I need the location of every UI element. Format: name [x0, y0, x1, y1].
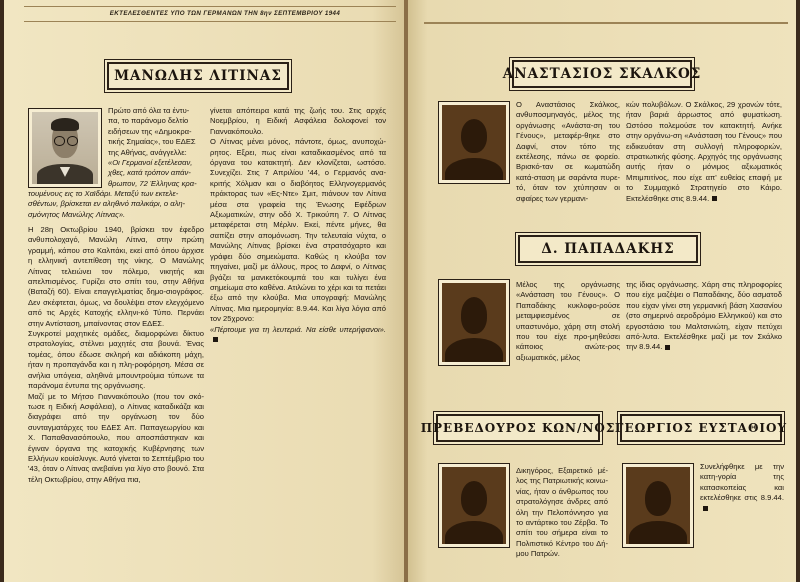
silhouette-placeholder — [442, 467, 506, 544]
end-mark — [665, 345, 670, 350]
intro-line: χθες, κατά τρόπον απάν- — [108, 168, 191, 178]
head-rule — [24, 21, 396, 22]
papadakis-text-1 — [516, 280, 620, 363]
person-name: ΑΝΑΣΤΑΣΙΟΣ ΣΚΑΛΚΟΣ — [502, 66, 702, 82]
person-name: ΓΕΩΡΓΙΟΣ ΕΥΣΤΑΘΙΟΥ — [614, 421, 788, 435]
paragraph: Συγκροτεί μαχητικές ομάδες, διαμορφώνει δίκτυο στρατολογίας, στέλνει μαχητές στα βουνά. Ένας τομέας, όπου έδωσε σκληρή και αδιάκοπη μάχη, ήταν η προπαγάνδα και η πλη-ροφόρηση. Μέσα σε ανήλια υπόγεια, αληθινά μπουντρούμια τύπωνε τα παράνομα έντυπα της οργάνωσης. — [28, 329, 204, 391]
skalkos-text-1 — [516, 100, 620, 204]
end-mark — [703, 506, 708, 511]
quote: «Πέρτουμε για τη λευτεριά. Να είσθε υπερήφανοι». — [210, 324, 386, 334]
title-banner-litinas — [107, 62, 289, 90]
silhouette-placeholder — [442, 105, 506, 180]
right-page — [404, 0, 796, 582]
magazine-spread — [4, 0, 796, 582]
paragraph: κών πολυβόλων. Ο Σκάλκος, 29 χρονών τότε, ήταν βαριά άρρωστος από φυματίωση. Ωστόσο πολεμούσε τον κατακτητή. Ανήκε στην οργάνω-ση «Ανάσταση του Γένους» που ειδικευόταν στη συλλογή πληροφοριών, στρατιωτικής φύσης. Αρχηγός της οργάνωσης αυτής ήταν ο μόνιμος αξιωματικός Μπιμπιτίνος, που είχε απ' ευθείας επαφή με το Συμμαχικό Στρατηγείο στο Κάιρο. Εκτελέσθηκε στις 8.9.44. — [626, 100, 782, 203]
intro-line: θρωπον, 72 Έλληνας κρα- — [108, 178, 197, 188]
photo-eustathiou — [622, 463, 694, 548]
person-name: ΠΡΕΒΕΔΟΥΡΟΣ ΚΩΝ/ΝΟΣ — [420, 421, 616, 435]
paragraph: Ο Λίτινας μένει μόνος, πάντοτε, όμως, ανυποχώ-ρητος. Εξρει, πως είναι καταδικασμένος από τα όργανα του κατακτητή. Δεν κλονίζεται, ωστόσο. Συνεχίζει. Στις 7 Απριλίου '44, ο Γερμανός ανα-κριτής Χόλμαν και ο διαβόητος Ελληνογερμανός πράκτορας των «Ες-Ντε» Σμιτ, πιάνουν τον Λίτινα μέσα στα γραφεία της Ένωσης Εφέδρων Αξιωματικών, στην οδό Χ. Τρικούπη 7. Ο Λίτινας μεταφέρεται στη Μέρλιν. Εκεί, πέντε μήνες, θα σαπίζει στην απομόνωση. Την τελευταία νύχτα, ο Μανώλης Λίτινας βρίσκει ένα στρατσόχαρτο και γράφει δύο σημειώματα. Καθώς η κλούβα τον πηγαίνει, μαζί με άλλους, προς το Δαφνί, ο Λίτινας βγάζει τα μανικετόκουμπά του και τυλίγει ένα σημείωμα στο καθένα. Ατιλώνει το χέρι και τα πετάει έξω από την κλούβα. Μια υπογραφή: Μανώλης Λίτινας. Μια ημερομηνία: 8.9.44. Και λίγα λόγια από τον 25χρονο: — [210, 137, 386, 324]
intro-line: της Αθήνας, ανάγγελλε: — [108, 147, 187, 157]
eustathiou-text — [700, 462, 784, 514]
binding-gutter — [404, 0, 408, 582]
papadakis-text-2 — [626, 280, 782, 353]
intro-line: σμόνητος Μανώλης Λίτινας». — [28, 209, 126, 219]
silhouette-placeholder — [442, 283, 506, 362]
person-name: Δ. ΠΑΠΑΔΑΚΗΣ — [541, 241, 675, 257]
prevedouros-text — [516, 466, 608, 560]
photo-prevedouros — [438, 463, 510, 548]
photo-papadakis — [438, 279, 510, 366]
intro-line: «Οι Γερμανοί εξετέλεσαν, — [108, 158, 193, 168]
intro-lines-2 — [28, 189, 204, 220]
intro-line: τουμένους εις το Χαϊδάρι. Μεταξύ των εκτελε- — [28, 189, 179, 198]
paragraph: Ο Αναστάσιος Σκάλκος, ανθυποσμηναγός, μέλος της οργάνωσης «Ανάστα-ση του Γένους», μεταφέρ-θηκε στο Δαφνί, στον τόπο της εκτέλεσης, πάνω σε φορείο. Βρισκό-ταν σε κωματώδη κατά-σταση με σαράντα πυρε-τό, όταν τον χτύπησαν οι σφαίρες των γερμανι- — [516, 100, 620, 203]
paragraph: Συνελήφθηκε με την κατη-γορία της κατασκοπείας και εκτελέσθηκε στις 8.9.44. — [700, 462, 784, 503]
paragraph: Μαζί με το Μήτσο Γιαννακόπουλο (που τον σκό-τωσε η Ειδική Ασφάλεια), ο Λίτινας καταδικάζα και διαγράφει από την οργάνωση τον δύο συνταγματάρχες του ΕΔΕΣ Απ. Παπαγεωργίου και Χ. Παπαθανασόπουλο, που αποσπάστηκαν και έγιναν όργανα της κατοχικής Κυβέρνησης των Ελλήνων κουίσλινγκ. Αυτό γίνεται το Σεπτέμβριο του '43, όταν ο Λίτινας ανεβαίνει για λίγο στο βουνό. Στα τέλη Οκτωβρίου, στην Αθήνα πια, — [28, 391, 204, 484]
intro-line: τικής Σημαίας», του ΕΔΕΣ — [108, 137, 196, 147]
title-banner-eustathiou — [614, 414, 788, 442]
end-mark — [213, 337, 218, 342]
person-name: ΜΑΝΩΛΗΣ ΛΙΤΙΝΑΣ — [114, 68, 282, 84]
top-rule — [24, 6, 396, 7]
end-mark — [712, 196, 717, 201]
paragraph: της ίδιας οργάνωσης. Χάρη στις πληροφορίες που είχε μαζέψει ο Παπαδάκης, δύο ασματοδ που είχαν γίνει στη γερμανική βάση Χασανίου (στο σημερινό αεροδρόμιο Ελληνικού) και στο εργοστάσιο του Μαλτσινιώτη, είχαν πετύχει από-λυτα. Εκτελέσθηκε μαζί με τον Σκάλκο την 8.9.44. — [626, 280, 782, 352]
title-banner-prevedouros — [420, 414, 616, 442]
intro-line: πα, το παράνομο δελτίο — [108, 116, 189, 126]
intro-line: ειδήσεων της «Δημοκρα- — [108, 126, 192, 136]
right-top-rule — [424, 22, 788, 24]
paragraph: Δικηγόρος, Εξαιρετικό μέ-λος της Πατριωτικής κοινω-νίας, ήταν ο άνθρωπος του στρατολόγησε άνδρες από όλη την Πελοπόννησο για το αντάρτικο του Ζέρβα. Το σπίτι του σήμερα είναι το Πολιτιστικό Κέντρο του Δή-μου Πατρών. — [516, 466, 608, 559]
paragraph: γίνεται απόπειρα κατά της ζωής του. Στις αρχές Νοεμβρίου, η Ειδική Ασφάλεια δολοφονεί τον Γιαννακόπουλο. — [210, 106, 386, 136]
right-column-body — [210, 106, 386, 345]
intro-lines-1 — [108, 106, 204, 189]
portrait-litinas — [28, 108, 102, 188]
skalkos-text-2 — [626, 100, 782, 204]
paragraph: Μέλος της οργάνωσης «Ανάσταση του Γένους». Ο Παπαδάκης κυκλοφο-ρούσε μεταμφιεσμένος σε υπαστυνόμο, χάρη στη στολή που του είχε προ-μηθεύσει κάποιος ανώτε-ρος αξιωματικός, μέλος — [516, 280, 620, 362]
title-banner-skalkos — [502, 60, 702, 88]
paragraph: Η 28η Οκτωβρίου 1940, βρίσκει τον έφεδρο ανθυπολοχαγό, Μανώλη Λίτινα, στην πρώτη γραμμή, κάπου στο Καλπάκι, εκεί από όπου άρχισε η ελληνική αντεπίθεση της νίκης. Ο Μανώλης Λίτινας τελειώνει τον πόλεμο, νικητής και απελπισμένος. Γυρίζει στο σπίτι του, στην Αθήνα (Βαταζή 60). Είναι επαγγελματίας δημο-σιογράφος. Δεν σκέφτεται, όμως, να δουλέψει στον ελεγχόμενο από τις Αρχές Κατοχής ελληνι-κό Τύπο. Περνάει στην Αντίσταση, μπαίνοντας στον ΕΔΕΣ. — [28, 225, 204, 328]
title-banner-papadakis — [518, 235, 698, 263]
intro-line: Πρώτο από όλα τα έντυ- — [108, 106, 190, 115]
intro-line: σθέντων, βρίσκεται εν αληθινό παλικάρι, ο αλη- — [28, 199, 186, 209]
photo-skalkos — [438, 101, 510, 184]
left-page — [4, 0, 404, 582]
left-column-body — [28, 225, 204, 485]
running-head: ΕΚΤΕΛΕΣΘΕΝΤΕΣ ΥΠΟ ΤΩΝ ΓΕΡΜΑΝΩΝ ΤΗΝ 8ην ΣΕΠΤΕΜΒΡΙΟΥ 1944 — [109, 10, 341, 17]
silhouette-placeholder — [626, 467, 690, 544]
portrait-photo — [32, 112, 98, 184]
